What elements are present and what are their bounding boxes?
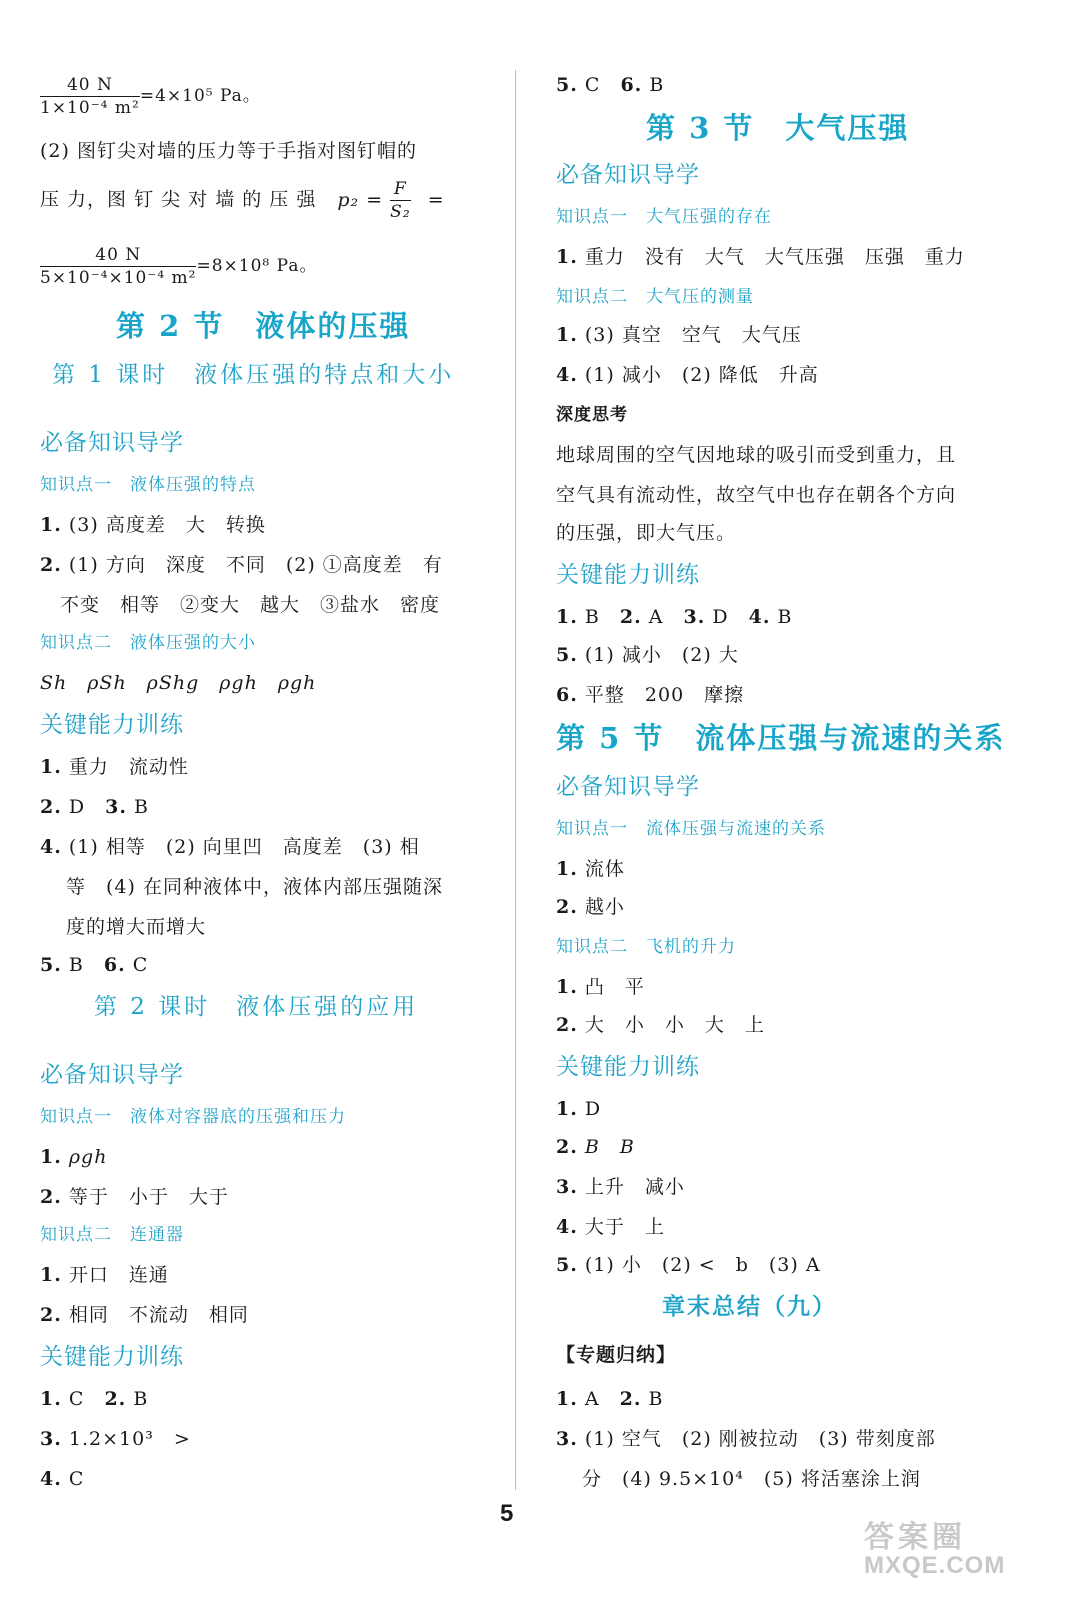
r-gj2-answer-1 xyxy=(556,1096,601,1122)
deep-thinking-title: 深度思考 xyxy=(556,405,628,425)
page-number: 5 xyxy=(500,1500,514,1527)
answers-5-6: 5. C 6. B xyxy=(556,74,665,96)
r-gj1-answer-6-text: 平整 200 摩擦 xyxy=(584,684,745,706)
r-gj2-answer-2-text: B B xyxy=(584,1136,635,1158)
r-gj2-answer-2-number: 2. xyxy=(556,1136,578,1158)
r-kp3-answer-2-number: 2. xyxy=(556,896,578,918)
r-knowledge-point-1-title: 知识点一 大气压强的存在 xyxy=(556,207,772,227)
kp1-answer-1-text: (3) 高度差 大 转换 xyxy=(68,514,266,536)
kp1-answer-2-number: 2. xyxy=(40,554,62,576)
r-kp1-answer-1-number: 1. xyxy=(556,246,578,268)
gj1-answer-6: C xyxy=(132,954,149,976)
r-gj2-answer-4-text: 大于 上 xyxy=(584,1216,665,1238)
kp4-answer-1-text: 开口 连通 xyxy=(68,1264,169,1286)
fraction-1-numerator: 40 N xyxy=(40,74,140,97)
gj2-answer-4 xyxy=(40,1466,84,1492)
gj1-answer-1 xyxy=(40,754,189,780)
r-kp3-answer-2 xyxy=(556,894,625,920)
r-gj2-answer-5-number: 5. xyxy=(556,1254,578,1276)
gj1-answer-4-text: (1) 相等 (2) 向里凹 高度差 (3) 相 xyxy=(68,836,420,858)
gj1-answer-1-text: 重力 流动性 xyxy=(68,756,189,778)
answer-6: B xyxy=(649,74,665,96)
answer-2-line-1: (2) 图钉尖对墙的压力等于手指对图钉帽的 xyxy=(40,140,417,162)
knowledge-point-3-title: 知识点一 液体对容器底的压强和压力 xyxy=(40,1107,346,1127)
watermark xyxy=(864,1512,1005,1580)
gj2-answers-1-2: 1. C 2. B xyxy=(40,1388,149,1410)
r-kp2-answer-4-number: 4. xyxy=(556,364,578,386)
watermark-title: 答案圈 xyxy=(864,1521,966,1554)
r-gj1-answer-6 xyxy=(556,682,744,708)
fraction-2-denominator: 5×10⁻⁴×10⁻⁴ m² xyxy=(40,268,197,288)
lesson-2-title: 第 2 课时 液体压强的应用 xyxy=(94,994,419,1020)
formula-1 xyxy=(40,74,261,119)
r-gj1-answer-5-number: 5. xyxy=(556,644,578,666)
r-gj2-answer-2 xyxy=(556,1134,635,1160)
chapter-summary-title: 章末总结（九） xyxy=(662,1293,837,1320)
r-gj2-answer-4-number: 4. xyxy=(556,1216,578,1238)
gj2-answer-4-number: 4. xyxy=(40,1468,62,1490)
heading-bibei-3: 必备知识导学 xyxy=(556,162,700,188)
kp4-answer-1-number: 1. xyxy=(40,1264,62,1286)
r-kp4-answer-1-number: 1. xyxy=(556,976,578,998)
knowledge-point-2-title: 知识点二 液体压强的大小 xyxy=(40,633,256,653)
zt-answer-3-text: (1) 空气 (2) 刚被拉动 (3) 带刻度部 xyxy=(584,1428,936,1450)
kp4-answer-2-text: 相同 不流动 相同 xyxy=(68,1304,249,1326)
kp4-answer-2 xyxy=(40,1302,249,1328)
section-2-title: 第 2 节 液体的压强 xyxy=(116,309,411,343)
r-kp4-answer-1-text: 凸 平 xyxy=(584,976,645,998)
kp2-formulas: Sh ρSh ρShg ρgh ρgh xyxy=(40,672,317,694)
r-kp3-answer-1 xyxy=(556,856,625,882)
knowledge-point-1-title: 知识点一 液体压强的特点 xyxy=(40,475,256,495)
r-gj2-answer-1-number: 1. xyxy=(556,1098,578,1120)
gj2-answer-2: B xyxy=(133,1388,149,1410)
r-gj2-answer-1-text: D xyxy=(584,1098,602,1120)
zt-answer-2: B xyxy=(648,1388,664,1410)
fraction-f-s2-denominator: S₂ xyxy=(390,202,411,222)
r-kp2-answer-1-text: (3) 真空 空气 大气压 xyxy=(584,324,802,346)
gj1-answer-1-number: 1. xyxy=(40,756,62,778)
topic-summary-title: 【专题归纳】 xyxy=(556,1344,677,1366)
gj1-answers-5-6: 5. B 6. C xyxy=(40,954,149,976)
r-gj2-answer-5-text: (1) 小 (2) < b (3) A xyxy=(584,1254,821,1276)
formula-1-result: =4×10⁵ Pa。 xyxy=(139,86,261,106)
r-gj2-answer-5 xyxy=(556,1252,821,1278)
kp3-answer-2 xyxy=(40,1184,229,1210)
kp1-answer-1-number: 1. xyxy=(40,514,62,536)
watermark-url: MXQE.COM xyxy=(864,1552,1006,1579)
r-kp4-answer-1 xyxy=(556,974,645,1000)
r-kp2-answer-1 xyxy=(556,322,802,348)
r-knowledge-point-2-title: 知识点二 大气压的测量 xyxy=(556,287,754,307)
kp3-answer-1 xyxy=(40,1144,107,1170)
r-kp2-answer-4 xyxy=(556,362,819,388)
r-kp3-answer-1-number: 1. xyxy=(556,858,578,880)
kp1-answer-2-cont: 不变 相等 ②变大 越大 ③盐水 密度 xyxy=(60,594,441,616)
gj2-answer-3-text: 1.2×10³ > xyxy=(68,1428,191,1450)
heading-guanjian-2: 关键能力训练 xyxy=(40,1344,184,1370)
r-gj1-answer-5 xyxy=(556,642,739,668)
formula-2-result: =8×10⁸ Pa。 xyxy=(196,256,318,276)
r-gj2-answer-3 xyxy=(556,1174,685,1200)
kp4-answer-1 xyxy=(40,1262,169,1288)
r-gj2-answer-3-text: 上升 减小 xyxy=(584,1176,685,1198)
answer-2-line-2 xyxy=(40,178,445,223)
r-kp4-answer-2 xyxy=(556,1012,765,1038)
answer-2-line-2-text: 压 力，图 钉 尖 对 墙 的 压 强 xyxy=(40,188,317,211)
r-gj1-answer-4: B xyxy=(777,606,793,628)
column-divider xyxy=(515,70,516,1490)
heading-guanjian-3: 关键能力训练 xyxy=(556,562,700,588)
zt-answers-1-2: 1. A 2. B xyxy=(556,1388,664,1410)
r-knowledge-point-3-title: 知识点一 流体压强与流速的关系 xyxy=(556,819,826,839)
answer-5: C xyxy=(584,74,601,96)
equals-sign: = xyxy=(427,188,445,211)
gj1-answer-3: B xyxy=(134,796,149,818)
deep-thinking-line-2: 空气具有流动性，故空气中也存在朝各个方向 xyxy=(556,484,957,506)
zt-answer-1: A xyxy=(584,1388,600,1410)
gj2-answer-3-number: 3. xyxy=(40,1428,62,1450)
zt-answer-3-cont: 分 (4) 9.5×10⁴ (5) 将活塞涂上润 xyxy=(582,1468,921,1490)
r-kp1-answer-1-text: 重力 没有 大气 大气压强 压强 重力 xyxy=(584,246,965,268)
gj2-answer-3 xyxy=(40,1426,191,1452)
kp3-answer-2-text: 等于 小于 大于 xyxy=(68,1186,229,1208)
gj1-answer-4 xyxy=(40,834,420,860)
r-kp2-answer-4-text: (1) 减小 (2) 降低 升高 xyxy=(584,364,819,386)
r-kp1-answer-1 xyxy=(556,244,965,270)
gj1-answers-2-3: 2. D 3. B xyxy=(40,796,149,818)
kp1-answer-2 xyxy=(40,552,443,578)
gj2-answer-1: C xyxy=(68,1388,85,1410)
heading-bibei-4: 必备知识导学 xyxy=(556,774,700,800)
fraction-f-s2-numerator: F xyxy=(390,178,410,201)
kp3-answer-2-number: 2. xyxy=(40,1186,62,1208)
kp3-answer-1-number: 1. xyxy=(40,1146,62,1168)
zt-answer-3 xyxy=(556,1426,936,1452)
r-gj1-answer-5-text: (1) 减小 (2) 大 xyxy=(584,644,739,666)
heading-bibei-2: 必备知识导学 xyxy=(40,1062,184,1088)
r-kp2-answer-1-number: 1. xyxy=(556,324,578,346)
section-3-title: 第 3 节 大气压强 xyxy=(646,111,910,145)
gj1-answer-5: B xyxy=(68,954,84,976)
r-gj1-answer-2: A xyxy=(648,606,664,628)
gj2-answer-4-text: C xyxy=(68,1468,85,1490)
zt-answer-3-number: 3. xyxy=(556,1428,578,1450)
r-gj1-answer-1: B xyxy=(584,606,600,628)
gj1-answer-2: D xyxy=(68,796,86,818)
r-kp3-answer-1-text: 流体 xyxy=(584,858,625,880)
r-gj1-answers-1-4: 1. B 2. A 3. D 4. B xyxy=(556,606,793,628)
r-gj2-answer-3-number: 3. xyxy=(556,1176,578,1198)
deep-thinking-line-3: 的压强，即大气压。 xyxy=(556,522,737,544)
fraction-f-s2 xyxy=(390,178,410,223)
section-5-title: 第 5 节 流体压强与流速的关系 xyxy=(556,721,1006,755)
fraction-2 xyxy=(40,244,196,289)
r-gj1-answer-3: D xyxy=(712,606,729,628)
fraction-1-denominator: 1×10⁻⁴ m² xyxy=(40,98,140,118)
kp1-answer-2-text: (1) 方向 深度 不同 (2) ①高度差 有 xyxy=(68,554,443,576)
heading-bibei-1: 必备知识导学 xyxy=(40,430,184,456)
deep-thinking-line-1: 地球周围的空气因地球的吸引而受到重力，且 xyxy=(556,444,957,466)
pressure-symbol: p₂ = xyxy=(337,188,384,211)
gj1-answer-4-cont-2: 度的增大而增大 xyxy=(66,916,207,938)
formula-2 xyxy=(40,244,317,289)
r-kp4-answer-2-text: 大 小 小 大 上 xyxy=(584,1014,765,1036)
r-knowledge-point-4-title: 知识点二 飞机的升力 xyxy=(556,937,736,957)
gj1-answer-4-number: 4. xyxy=(40,836,62,858)
r-gj1-answer-6-number: 6. xyxy=(556,684,578,706)
kp3-answer-1-text: ρgh xyxy=(68,1146,108,1168)
kp1-answer-1 xyxy=(40,512,266,538)
fraction-1 xyxy=(40,74,140,119)
heading-guanjian-4: 关键能力训练 xyxy=(556,1054,700,1080)
knowledge-point-4-title: 知识点二 连通器 xyxy=(40,1225,184,1245)
lesson-1-title: 第 1 课时 液体压强的特点和大小 xyxy=(52,362,455,388)
r-kp3-answer-2-text: 越小 xyxy=(584,896,625,918)
gj1-answer-4-cont-1: 等 (4) 在同种液体中，液体内部压强随深 xyxy=(66,876,443,898)
r-kp4-answer-2-number: 2. xyxy=(556,1014,578,1036)
fraction-2-numerator: 40 N xyxy=(40,244,196,267)
kp4-answer-2-number: 2. xyxy=(40,1304,62,1326)
heading-guanjian-1: 关键能力训练 xyxy=(40,712,184,738)
r-gj2-answer-4 xyxy=(556,1214,665,1240)
